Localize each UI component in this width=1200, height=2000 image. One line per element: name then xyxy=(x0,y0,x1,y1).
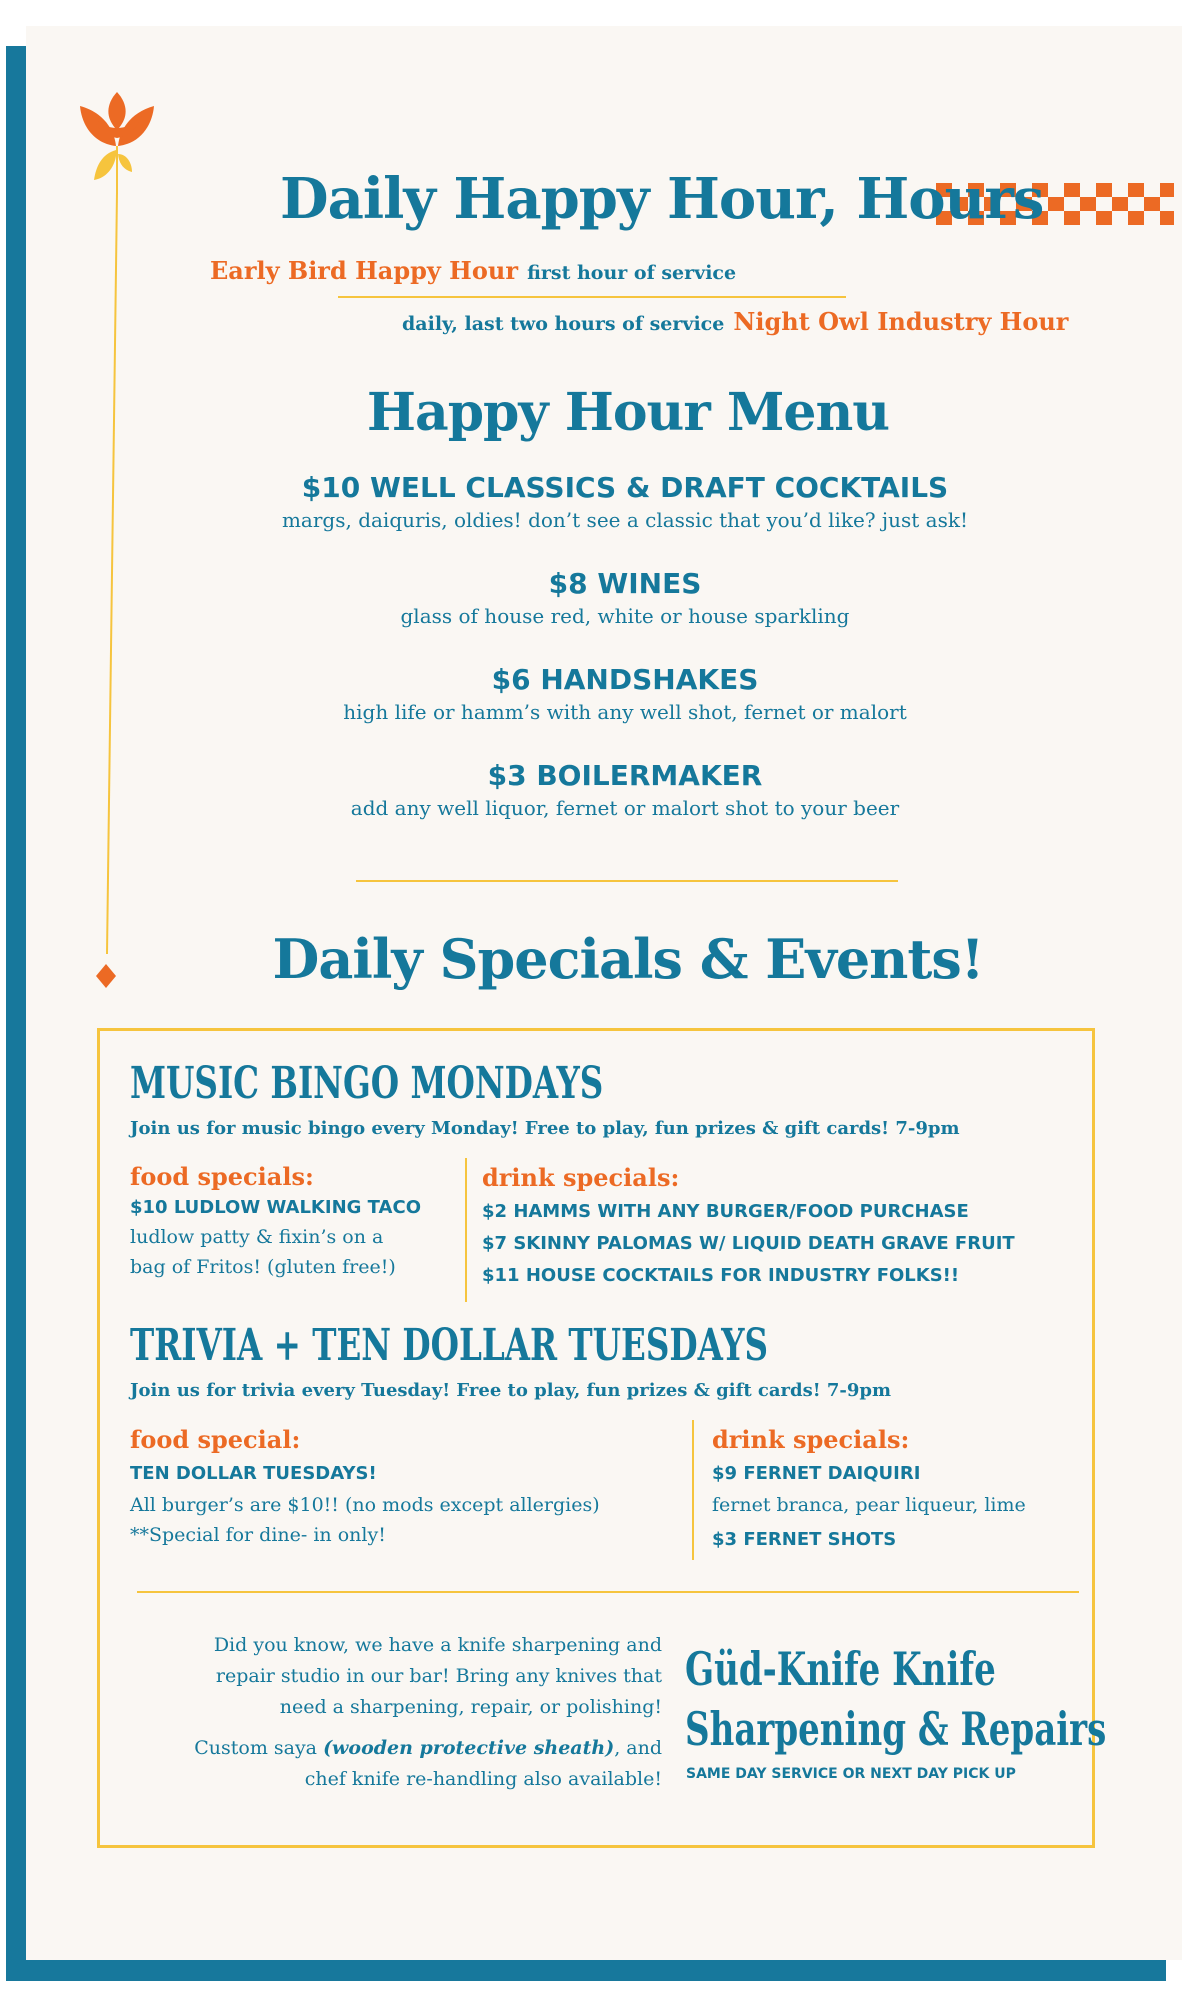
tulip-icon xyxy=(72,84,162,194)
knife-tagline: SAME DAY SERVICE OR NEXT DAY PICK UP xyxy=(686,1766,1016,1782)
specials-title: Daily Specials & Events! xyxy=(272,927,984,991)
early-bird-label: Early Bird Happy Hour xyxy=(210,256,518,285)
night-owl-time: daily, last two hours of service xyxy=(402,313,725,335)
menu-item-name: $10 WELL CLASSICS & DRAFT COCKTAILS xyxy=(301,471,949,504)
menu-item-name: $3 BOILERMAKER xyxy=(487,759,763,792)
tuesday-subtitle: Join us for trivia every Tuesday! Free to play, fun prizes & gift cards! 7-9pm xyxy=(130,1380,892,1401)
menu-item-desc: margs, daiquris, oldies! don’t see a classic that you’d like? just ask! xyxy=(281,508,969,532)
tuesday-drinks xyxy=(712,1422,1082,1560)
night-owl-row xyxy=(402,305,1068,342)
menu-item-desc: high life or hamm’s with any well shot, fernet or malort xyxy=(343,700,907,724)
drink-desc: fernet branca, pear liqueur, lime xyxy=(712,1494,1026,1516)
food-heading: food specials: xyxy=(130,1162,314,1191)
early-bird-time: first hour of service xyxy=(527,262,737,284)
knife-text-emphasis: (wooden protective sheath) xyxy=(323,1737,615,1759)
food-desc: All burger’s are $10!! (no mods except allergies) xyxy=(130,1494,600,1516)
menu-item-name: $6 HANDSHAKES xyxy=(491,663,759,696)
knife-text-part: , and xyxy=(614,1737,662,1759)
food-desc: ludlow patty & fixin’s on a xyxy=(130,1226,384,1248)
food-item: TEN DOLLAR TUESDAYS! xyxy=(130,1463,377,1484)
drink-item: $2 HAMMS WITH ANY BURGER/FOOD PURCHASE xyxy=(482,1201,969,1222)
drink-item: $9 FERNET DAIQUIRI xyxy=(712,1463,921,1484)
drink-heading: drink specials: xyxy=(482,1163,680,1192)
menu-title: Happy Hour Menu xyxy=(366,382,890,443)
monday-column-divider xyxy=(465,1158,467,1302)
monday-title: MUSIC BINGO MONDAYS xyxy=(130,1058,604,1109)
drink-item: $3 FERNET SHOTS xyxy=(712,1529,897,1550)
knife-text-line: chef knife re-handling also available! xyxy=(304,1768,662,1790)
menu-item xyxy=(200,566,1050,630)
menu-divider xyxy=(356,880,898,882)
knife-divider xyxy=(137,1591,1079,1593)
menu-item xyxy=(200,470,1050,534)
food-heading: food special: xyxy=(130,1425,301,1454)
night-owl-label: Night Owl Industry Hour xyxy=(733,307,1069,336)
knife-text-line: repair studio in our bar! Bring any knives that xyxy=(215,1665,662,1687)
food-item: $10 LUDLOW WALKING TACO xyxy=(130,1197,421,1218)
knife-text-part: Custom saya xyxy=(194,1737,324,1759)
monday-subtitle: Join us for music bingo every Monday! Free to play, fun prizes & gift cards! 7-9pm xyxy=(130,1118,960,1139)
tulip-stem xyxy=(90,192,130,992)
tuesday-food xyxy=(130,1422,690,1550)
knife-title: Güd-Knife Knife xyxy=(685,1642,996,1696)
tuesday-column-divider xyxy=(692,1420,694,1560)
page-title: Daily Happy Hour, Hours xyxy=(280,166,1044,232)
knife-text xyxy=(120,1630,662,1795)
monday-food xyxy=(130,1160,460,1282)
knife-text-line xyxy=(120,1733,662,1764)
early-bird-row xyxy=(210,254,736,291)
monday-drinks xyxy=(482,1160,1082,1292)
menu-item xyxy=(200,758,1050,822)
menu-item xyxy=(200,662,1050,726)
menu-list xyxy=(200,470,1050,822)
menu-item-name: $8 WINES xyxy=(548,567,702,600)
header-divider xyxy=(338,296,846,298)
drink-item: $7 SKINNY PALOMAS W/ LIQUID DEATH GRAVE FRUIT xyxy=(482,1233,1015,1254)
knife-text-line: Did you know, we have a knife sharpening and xyxy=(213,1634,662,1656)
food-desc: **Special for dine- in only! xyxy=(130,1524,386,1546)
tuesday-title: TRIVIA + TEN DOLLAR TUESDAYS xyxy=(130,1320,769,1371)
knife-title: Sharpening & Repairs xyxy=(685,1702,1107,1756)
drink-heading: drink specials: xyxy=(712,1425,910,1454)
knife-text-line: need a sharpening, repair, or polishing! xyxy=(279,1696,662,1718)
food-desc: bag of Fritos! (gluten free!) xyxy=(130,1256,396,1278)
drink-item: $11 HOUSE COCKTAILS FOR INDUSTRY FOLKS!! xyxy=(482,1265,960,1286)
menu-item-desc: add any well liquor, fernet or malort shot to your beer xyxy=(350,796,900,820)
menu-item-desc: glass of house red, white or house sparkling xyxy=(400,604,850,628)
